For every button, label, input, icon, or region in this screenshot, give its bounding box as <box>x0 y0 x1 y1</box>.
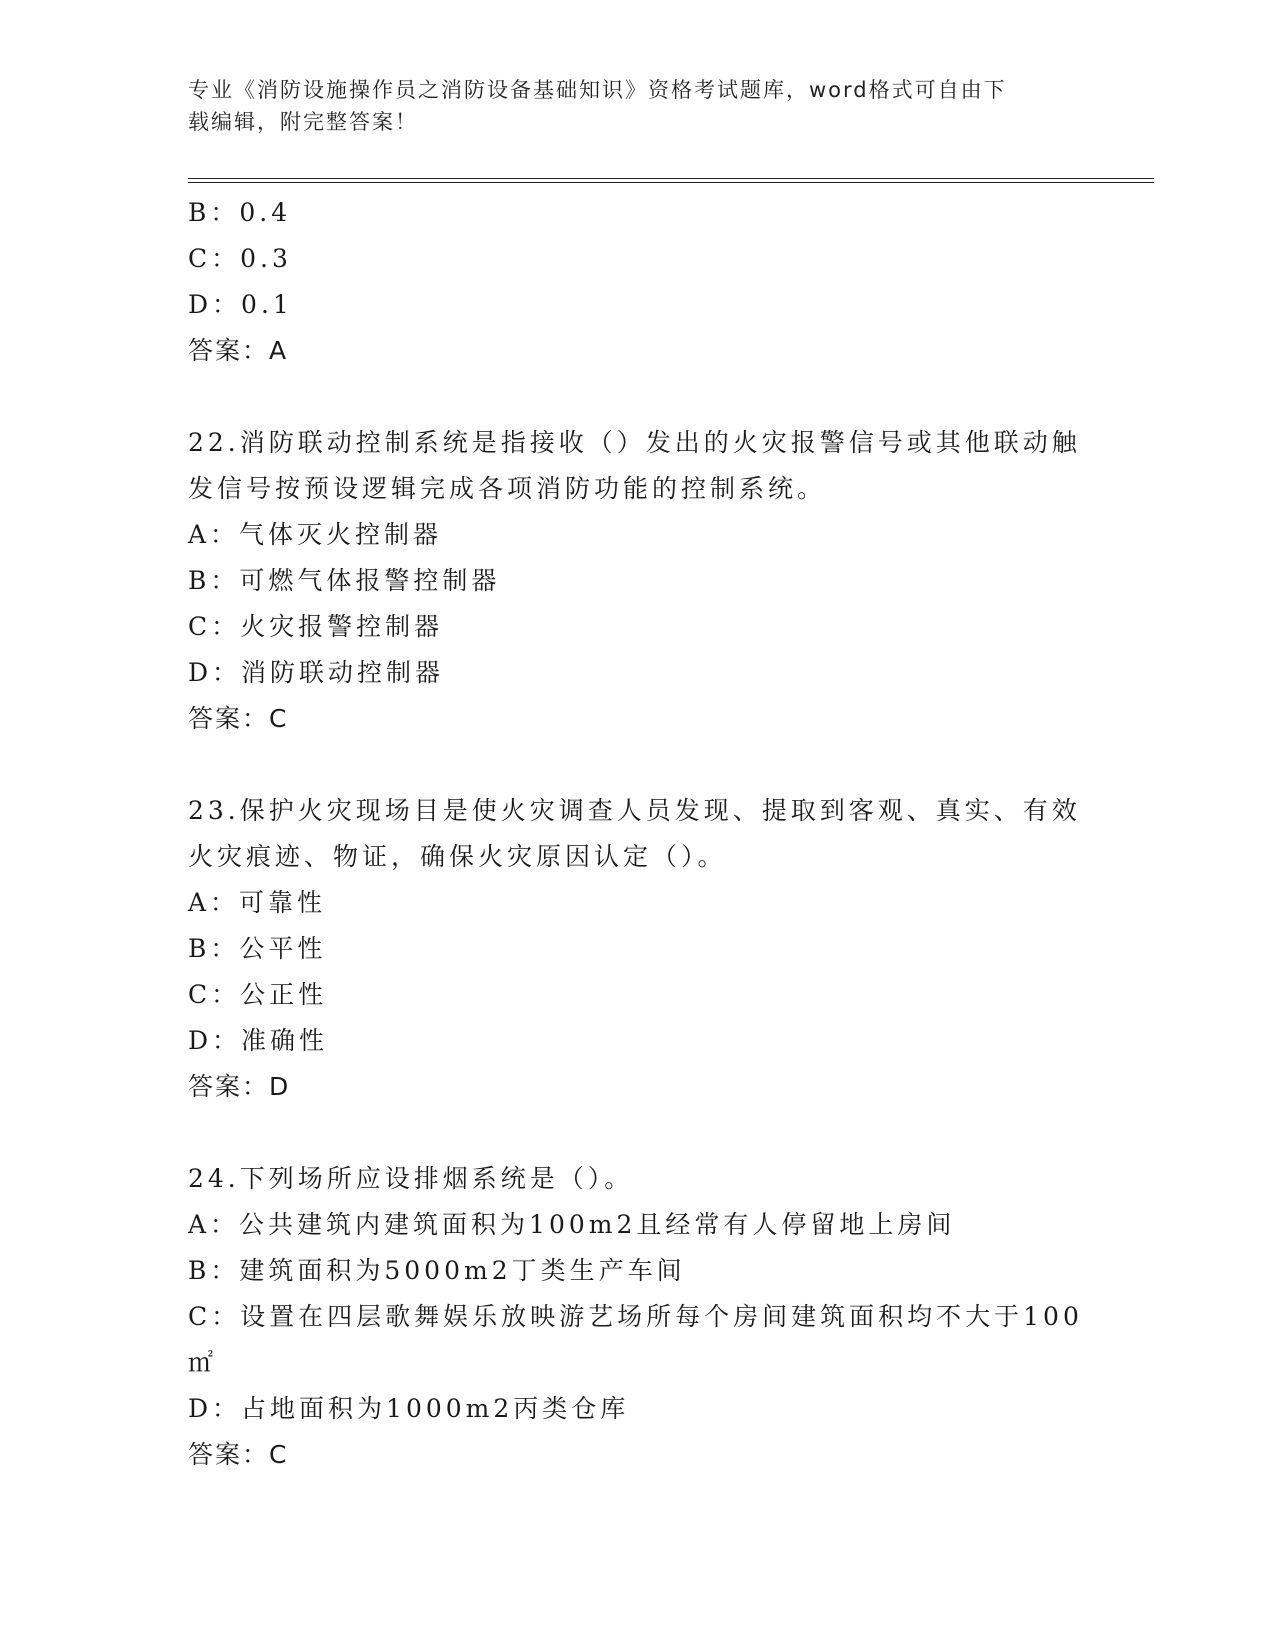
option-c: C：公正性 <box>188 980 328 1009</box>
spacer <box>188 1110 1088 1156</box>
question-text-line-2: 发信号按预设逻辑完成各项消防功能的控制系统。 <box>188 474 827 503</box>
option-a: A：可靠性 <box>188 888 327 917</box>
question-text-line-1: 22.消防联动控制系统是指接收（）发出的火灾报警信号或其他联动触 <box>188 428 1081 457</box>
option-d: D：0.1 <box>188 290 293 319</box>
option-c: C：设置在四层歌舞娱乐放映游艺场所每个房间建筑面积均不大于100 <box>188 1302 1083 1331</box>
spacer <box>188 374 1088 420</box>
spacer <box>188 742 1088 788</box>
header-line-1: 专业《消防设施操作员之消防设备基础知识》资格考试题库，word格式可自由下 <box>188 78 1007 102</box>
question-24 <box>188 1156 1088 1478</box>
header-divider-bottom <box>188 182 1154 183</box>
option-b: B：可燃气体报警控制器 <box>188 566 501 595</box>
answer-line: 答案：A <box>188 336 289 365</box>
question-text-line-2: 火灾痕迹、物证，确保火灾原因认定（）。 <box>188 842 727 871</box>
header-divider-top <box>188 178 1154 179</box>
option-c-continued: ㎡ <box>188 1348 218 1377</box>
option-d: D：消防联动控制器 <box>188 658 445 687</box>
answer-line: 答案：C <box>188 704 289 733</box>
answer-line: 答案：C <box>188 1440 289 1469</box>
option-d: D：准确性 <box>188 1026 329 1055</box>
option-b: B：建筑面积为5000m2丁类生产车间 <box>188 1256 686 1285</box>
option-b: B：公平性 <box>188 934 327 963</box>
option-d: D：占地面积为1000m2丙类仓库 <box>188 1394 630 1423</box>
option-c: C：火灾报警控制器 <box>188 612 444 641</box>
document-header <box>188 74 1068 138</box>
question-text-line-1: 23.保护火灾现场目是使火灾调查人员发现、提取到客观、真实、有效 <box>188 796 1081 825</box>
answer-line: 答案：D <box>188 1072 291 1101</box>
option-a: A：气体灭火控制器 <box>188 520 443 549</box>
question-text-line-1: 24.下列场所应设排烟系统是（）。 <box>188 1164 634 1193</box>
question-23 <box>188 788 1088 1110</box>
option-c: C：0.3 <box>188 244 292 273</box>
question-22 <box>188 420 1088 742</box>
option-b: B：0.4 <box>188 198 292 227</box>
header-line-2: 载编辑，附完整答案！ <box>188 110 418 134</box>
question-content <box>188 190 1088 1478</box>
option-a: A：公共建筑内建筑面积为100m2且经常有人停留地上房间 <box>188 1210 956 1239</box>
question-21-tail <box>188 190 1088 374</box>
